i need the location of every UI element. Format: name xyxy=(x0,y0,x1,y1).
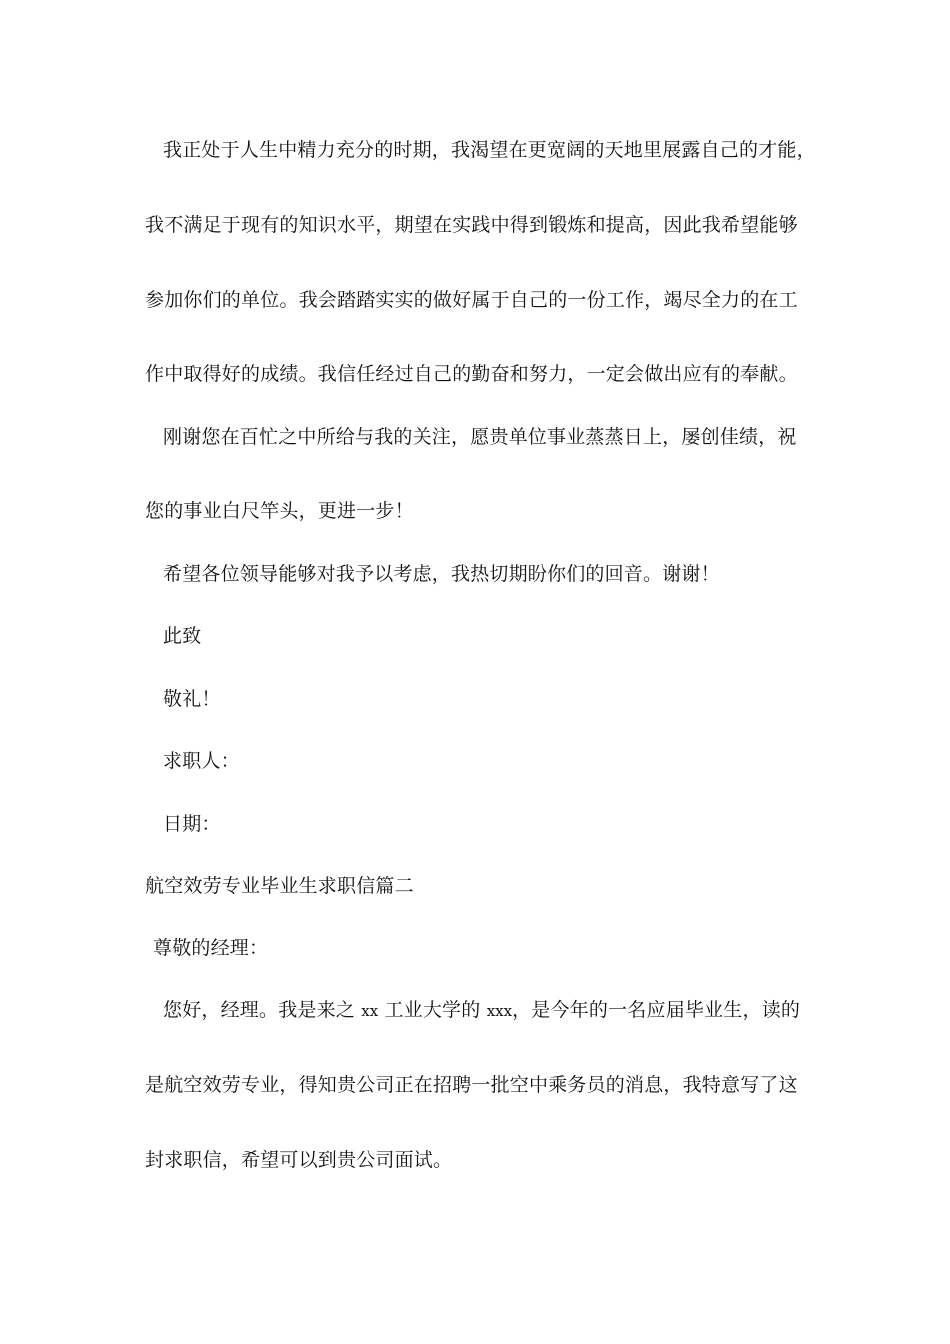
salutation: 尊敬的经理： xyxy=(153,937,269,959)
closing-jingli: 敬礼！ xyxy=(163,688,221,710)
paragraph-4-placeholder-xxx: xxx xyxy=(486,1002,513,1020)
date-label: 日期： xyxy=(163,813,221,835)
paragraph-1-line-3: 参加你们的单位。我会踏踏实实的做好属于自己的一份工作，竭尽全力的在工 xyxy=(145,289,798,311)
closing-cizhi: 此致 xyxy=(163,625,202,647)
paragraph-4-line-1 xyxy=(163,998,800,1023)
paragraph-4-placeholder-xx: xx xyxy=(361,1002,379,1020)
paragraph-4-text-c: 工业大学的 xyxy=(384,999,481,1021)
paragraph-2-line-1: 刚谢您在百忙之中所给与我的关注，愿贵单位事业蒸蒸日上，屡创佳绩，祝 xyxy=(163,426,797,448)
paragraph-1-line-2: 我不满足于现有的知识水平，期望在实践中得到锻炼和提高，因此我希望能够 xyxy=(145,214,798,236)
paragraph-4-line-3: 封求职信，希望可以到贵公司面试。 xyxy=(145,1149,453,1171)
paragraph-4-text-e: ，是今年的一名应届毕业生，读的 xyxy=(512,999,801,1021)
section-heading: 航空效劳专业毕业生求职信篇二 xyxy=(145,875,414,897)
paragraph-1-line-1: 我正处于人生中精力充分的时期，我渴望在更宽阔的天地里展露自己的才能， xyxy=(163,139,816,161)
paragraph-1-line-4: 作中取得好的成绩。我信任经过自己的勤奋和努力，一定会做出应有的奉献。 xyxy=(145,363,798,385)
paragraph-4-text-a: 您好，经理。我是来之 xyxy=(163,999,356,1021)
applicant-label: 求职人： xyxy=(163,750,240,772)
paragraph-4-line-2: 是航空效劳专业，得知贵公司正在招聘一批空中乘务员的消息，我特意写了这 xyxy=(145,1074,798,1096)
paragraph-2-line-2: 您的事业白尺竿头，更进一步！ xyxy=(145,500,414,522)
paragraph-3: 希望各位领导能够对我予以考虑，我热切期盼你们的回音。谢谢！ xyxy=(163,563,720,585)
